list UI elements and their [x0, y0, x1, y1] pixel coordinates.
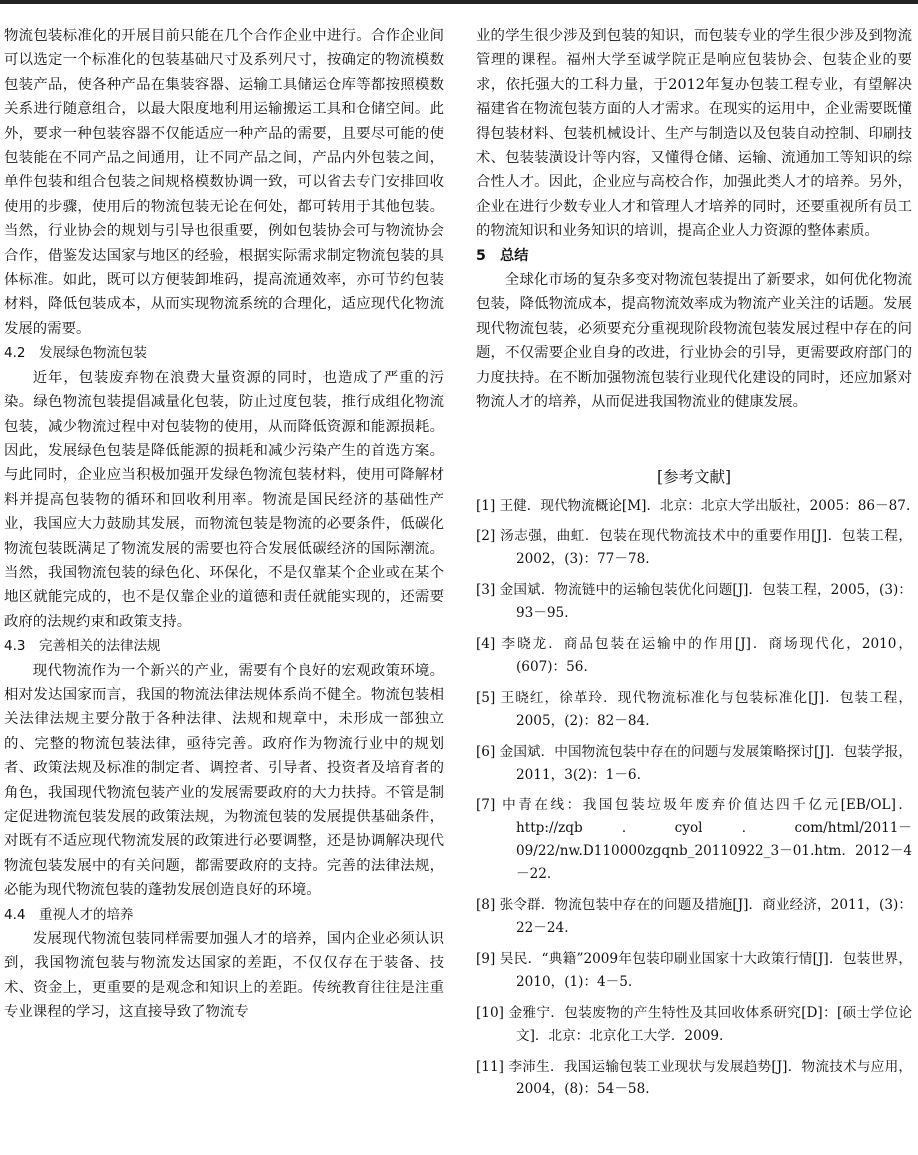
header-rule: [0, 0, 918, 4]
paragraph-standardization: 物流包装标准化的开展目前只能在几个合作企业中进行。合作企业间可以选定一个标准化的包装基础尺寸及系列尺寸，按确定的物流模数包装产品，使各种产品在集装容器、运输工具储运仓库等都按照模数关系进行随意组合，以最大限度地利用运输搬运工具和仓储空间。此外，要求一种包装容器不仅能适应一种产品的需要，且要尽可能的使包装能在不同产品之间通用，让不同产品之间，产品内外包装之间，单件包装和组合包装之间规格模数协调一致，可以省去专门安排回收使用的步骤，使用后的物流包装无论在何处，都可转用于其他包装。当然，行业协会的规划与引导也很重要，例如包装协会可与物流协会合作，借鉴发达国家与地区的经验，根据实际需求制定物流包装的具体标准。如此，既可以方便装卸堆码，提高流通效率，亦可节约包装材料，降低包装成本，从而实现物流系统的合理化，适应现代化物流发展的需要。: [4, 28, 444, 337]
references-title: [参考文献]: [656, 467, 732, 486]
reference-item: [2] 汤志强，曲虹．包装在现代物流技术中的重要作用[J]．包装工程，2002，(3)：77－78.: [476, 528, 912, 568]
reference-item: [3] 金国斌．物流链中的运输包装优化问题[J]．包装工程，2005，(3)：93－95.: [476, 582, 912, 622]
paragraph-laws: 现代物流作为一个新兴的产业，需要有个良好的宏观政策环境。相对发达国家而言，我国的物流法律法规体系尚不健全。物流包装相关法律法规主要分散于各种法律、法规和规章中，未形成一部独立的、完整的物流包装法律，亟待完善。政府作为物流行业中的规划者、政策法规及标准的制定者、调控者、引导者、投资者及培育者的角色，我国现代物流包装产业的发展需要政府的大力扶持。不管是制定促进物流包装发展的政策法规，为物流包装的发展提供基础条件，对既有不适应现代物流发展的政策进行必要调整，还是协调解决现代物流包装发展中的有关问题，都需要政府的支持。完善的法律法规，必能为现代物流包装的蓬勃发展创造良好的环境。: [4, 662, 444, 899]
right-column: [476, 24, 912, 1109]
reference-item: [4] 李晓龙．商品包装在运输中的作用[J]．商场现代化，2010，(607)：56.: [476, 636, 912, 675]
paragraph-talent: 发展现代物流包装同样需要加强人才的培养，国内企业必须认识到，我国物流包装与物流发达国家的差距，不仅仅存在于装备、技术、资金上，更重要的是观念和知识上的差距。传统教育往往是注重专业课程的学习，这直接导致了物流专: [4, 931, 444, 1021]
reference-item: [8] 张令群．物流包装中存在的问题及措施[J]．商业经济，2011，(3)：22－24.: [476, 897, 912, 936]
paragraph-conclusion: 全球化市场的复杂多变对物流包装提出了新要求，如何优化物流包装，降低物流成本，提高物流效率成为物流产业关注的话题。发展现代物流包装，必须要充分重视现阶段物流包装发展过程中存在的问题，不仅需要企业自身的改进，行业协会的引导，更需要政府部门的力度扶持。在不断加强物流包装行业现代化建设的同时，还应加紧对物流人才的培养，从而促进我国物流业的健康发展。: [476, 272, 912, 411]
reference-item: [1] 王健．现代物流概论[M]．北京：北京大学出版社，2005：86－87.: [476, 497, 911, 514]
reference-item: [6] 金国斌．中国物流包装中存在的问题与发展策略探讨[J]．包装学报，2011，3(2)：1－6.: [476, 743, 912, 783]
reference-item: [10] 金雅宁．包装废物的产生特性及其回收体系研究[D]：[硕士学位论文]．北京：北京化工大学．2009.: [476, 1004, 912, 1044]
reference-item: [11] 李沛生．我国运输包装工业现状与发展趋势[J]．物流技术与应用，2004，(8)：54－58.: [476, 1058, 912, 1098]
left-column: [4, 24, 444, 1025]
reference-item: [5] 王晓红，徐革玲．现代物流标准化与包装标准化[J]．包装工程，2005，(2)：82－84.: [476, 689, 912, 729]
paragraph-talent-continued: 业的学生很少涉及到包装的知识，而包装专业的学生很少涉及到物流管理的课程。福州大学至诚学院正是响应包装协会、包装企业的要求，依托强大的工科力量，于2012年复办包装工程专业，有望解决福建省在物流包装方面的人才需求。在现实的运用中，企业需要既懂得包装材料、包装机械设计、生产与制造以及包装自动控制、印刷技术、包装装潢设计等内容，又懂得仓储、运输、流通加工等知识的综合性人才。因此，企业应与高校合作，加强此类人才的培养。另外，企业在进行少数专业人才和管理人才培养的同时，还要重视所有员工的物流知识和业务知识的培训，提高企业人力资源的整体素质。: [476, 28, 912, 240]
section-heading-5: 5 总结: [476, 247, 529, 264]
reference-item: [7] 中青在线：我国包装垃圾年废弃价值达四千亿元[EB/OL]．http://zqb．cyol．com/html/2011－09/22/nw.D110000zgqnb_20110922_3－01.htm．2012－4－22.: [476, 797, 912, 883]
reference-item: [9] 吴民．“典籍”2009年包装印刷业国家十大政策行情[J]．包装世界，2010，(1)：4－5.: [476, 950, 912, 990]
section-heading-4-2: 4.2 发展绿色物流包装: [4, 345, 147, 362]
references-list: [476, 495, 912, 1102]
section-heading-4-3: 4.3 完善相关的法律法规: [4, 638, 161, 655]
paragraph-green-packaging: 近年，包装废弃物在浪费大量资源的同时，也造成了严重的污染。绿色物流包装提倡减量化包装，防止过度包装，推行成组化物流包装，减少物流过程中对包装物的使用，从而降低资源和能源损耗。因此，发展绿色包装是降低能源的损耗和减少污染产生的首选方案。与此同时，企业应当积极加强开发绿色物流包装材料，使用可降解材料并提高包装物的循环和回收利用率。物流是国民经济的基础性产业，我国应大力鼓励其发展，而物流包装是物流的必要条件，低碳化物流包装既满足了物流发展的需要也符合发展低碳经济的国际潮流。当然，我国物流包装的绿色化、环保化，不是仅靠某个企业或在某个地区就能完成的，也不是仅靠企业的道德和责任就能实现的，还需要政府的法规约束和政策支持。: [4, 369, 444, 630]
section-heading-4-4: 4.4 重视人才的培养: [4, 906, 134, 923]
